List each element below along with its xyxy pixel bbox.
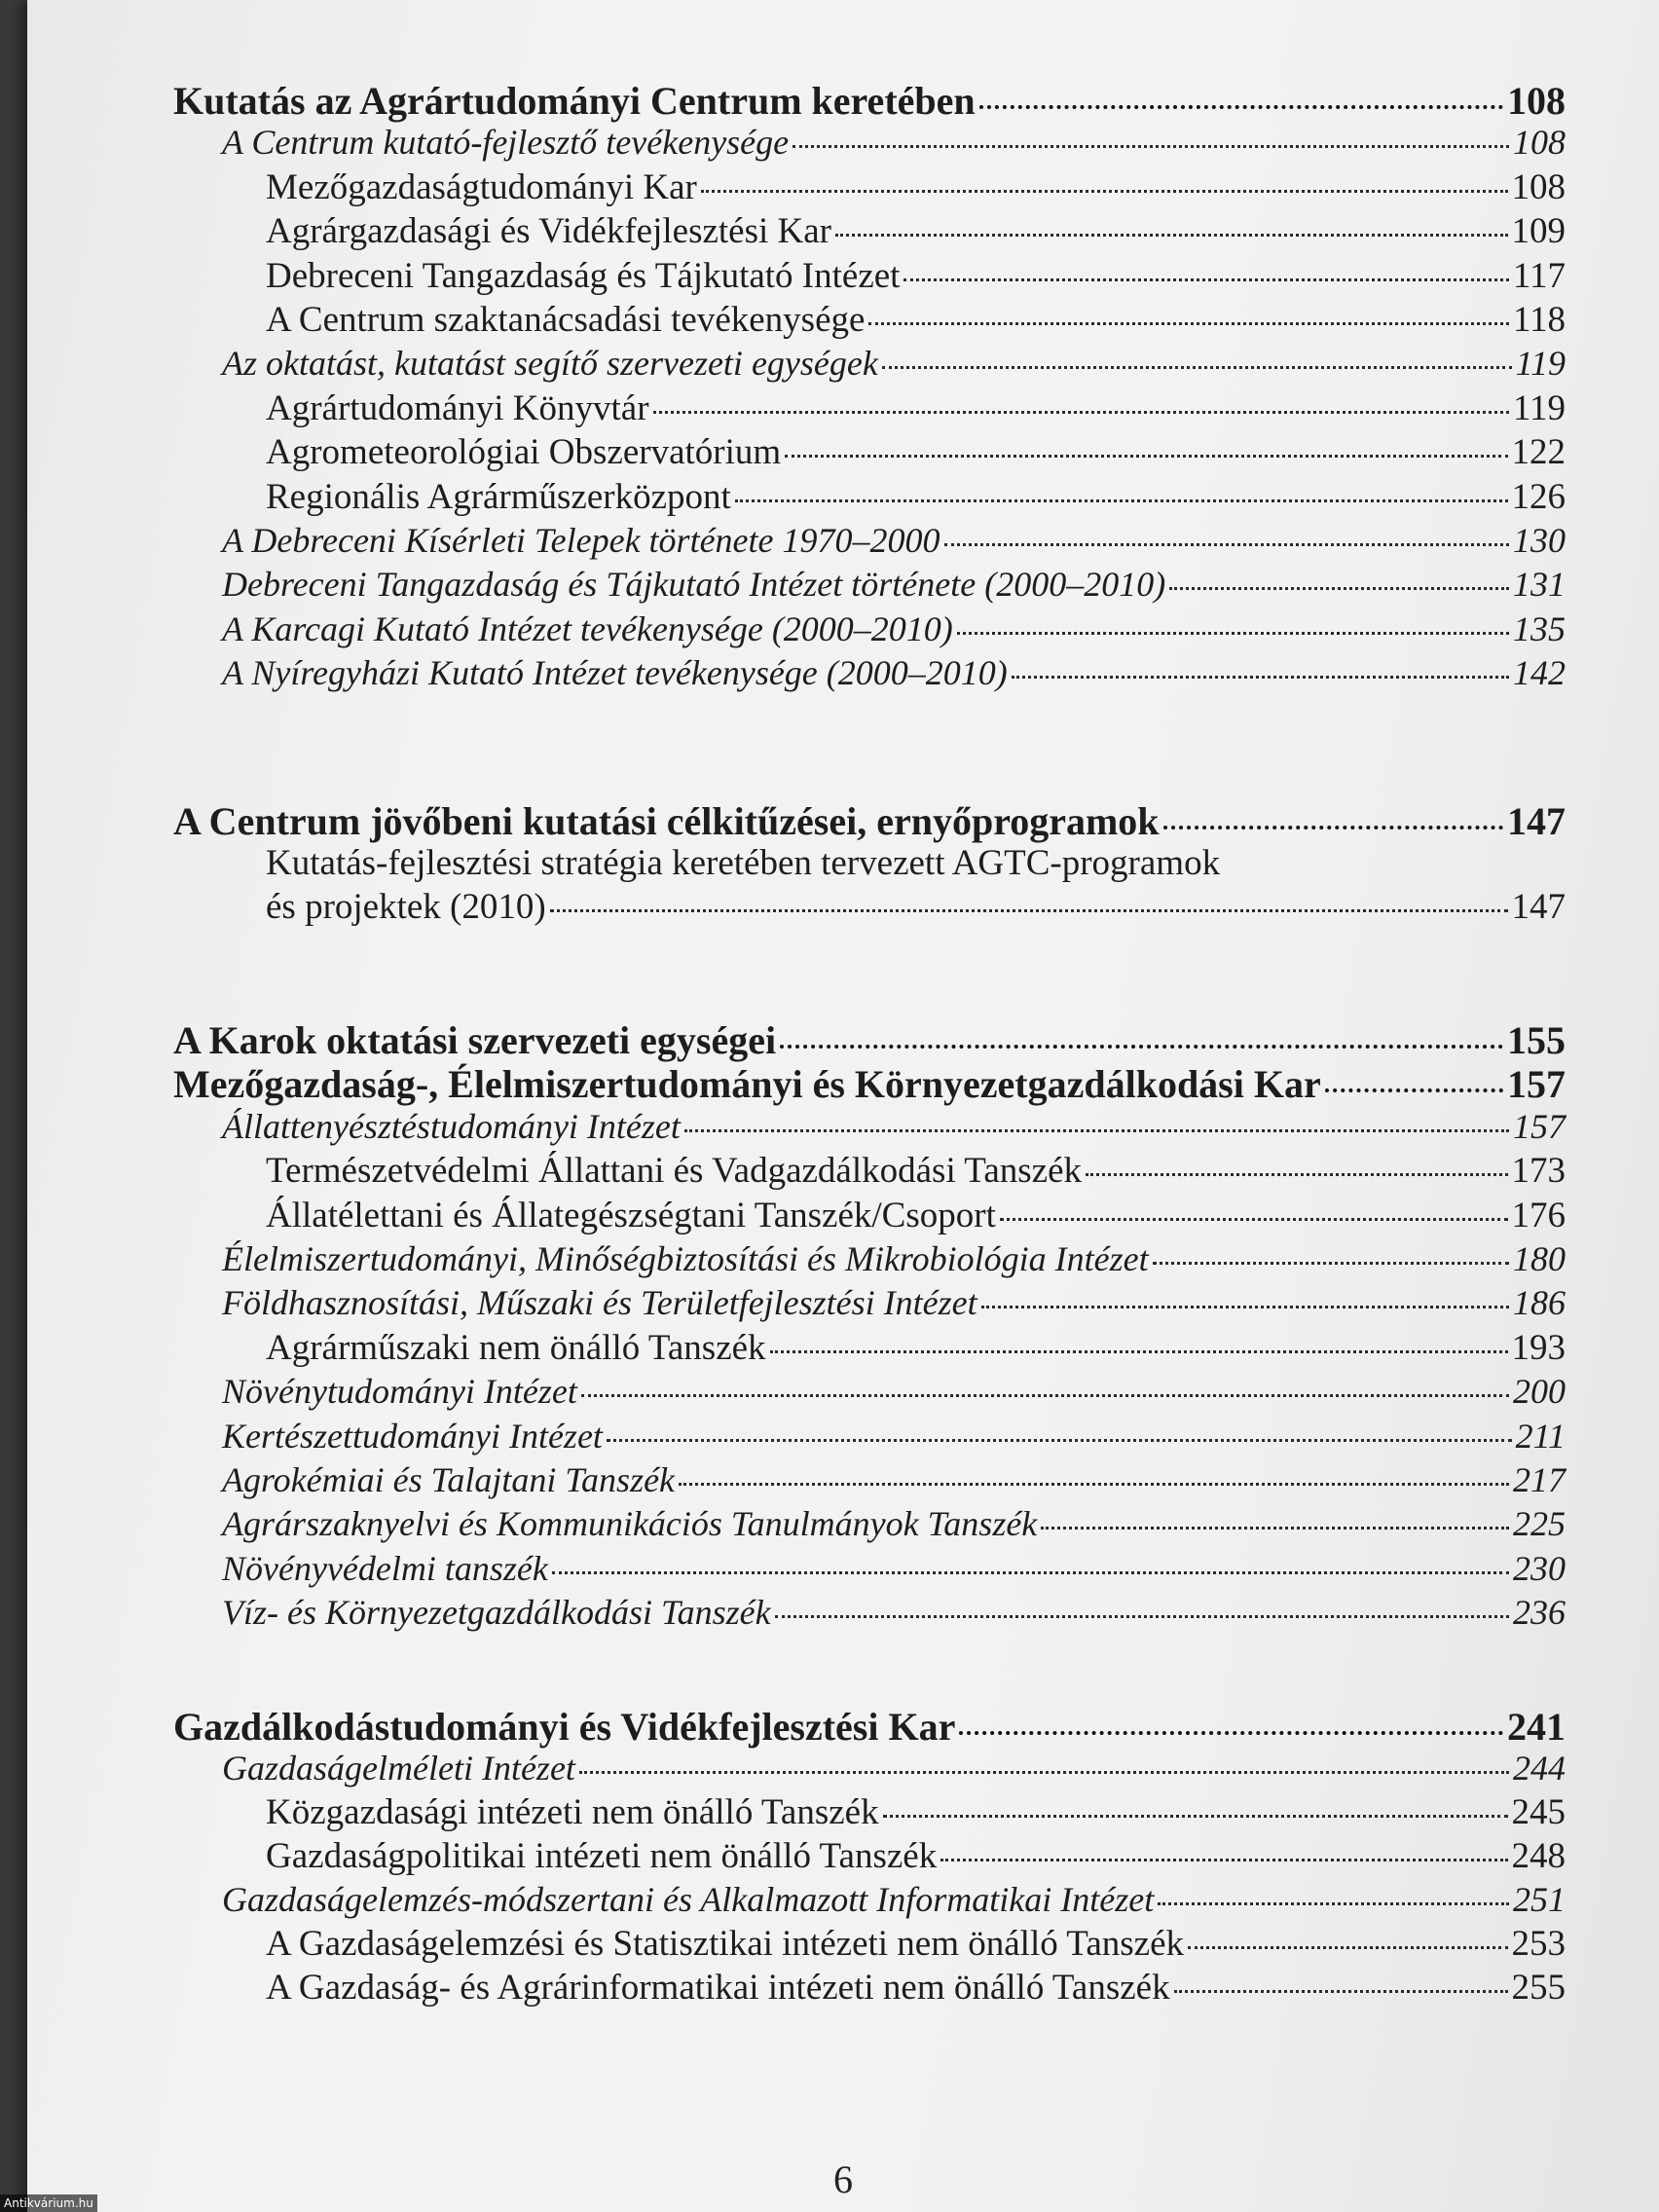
toc-entry-title: Víz- és Környezetgazdálkodási Tanszék bbox=[222, 1593, 771, 1633]
toc-entry-title: Agrárszaknyelvi és Kommunikációs Tanulmányok Tanszék bbox=[222, 1504, 1038, 1544]
dot-leader bbox=[882, 365, 1512, 369]
dot-leader bbox=[653, 410, 1509, 414]
table-of-contents bbox=[27, 0, 1659, 2212]
dot-leader bbox=[1012, 675, 1509, 679]
dot-leader bbox=[1086, 1172, 1508, 1176]
toc-entry-sub bbox=[222, 1592, 1566, 1633]
toc-entry-sub bbox=[222, 1503, 1566, 1544]
dot-leader bbox=[770, 1349, 1508, 1353]
toc-page-number: 130 bbox=[1513, 521, 1566, 560]
toc-entry-item bbox=[266, 1835, 1566, 1877]
dot-leader bbox=[701, 189, 1508, 193]
dot-leader bbox=[981, 1305, 1509, 1309]
toc-entry-sub bbox=[222, 122, 1566, 163]
toc-entry-title: Állatélettani és Állategészségtani Tanszék/Csoport bbox=[266, 1195, 996, 1235]
toc-entry-title: Gazdaságelméleti Intézet bbox=[222, 1749, 575, 1788]
toc-entry-title: Élelmiszertudományi, Minőségbiztosítási és Mikrobiológia Intézet bbox=[222, 1239, 1149, 1278]
toc-entry-sub bbox=[222, 1238, 1566, 1279]
dot-leader bbox=[552, 1570, 1509, 1574]
dot-leader bbox=[1163, 825, 1503, 830]
toc-page-number: 200 bbox=[1513, 1372, 1566, 1412]
toc-entry-item bbox=[266, 387, 1566, 429]
toc-entry-title: Gazdaságpolitikai intézeti nem önálló Tanszék bbox=[266, 1836, 938, 1876]
toc-entry-sub bbox=[222, 520, 1566, 561]
dot-leader bbox=[780, 1044, 1503, 1049]
dot-leader bbox=[785, 454, 1507, 458]
toc-page-number: 108 bbox=[1513, 123, 1566, 163]
toc-page-number: 248 bbox=[1511, 1836, 1566, 1876]
toc-entry-text: Kutatás-fejlesztési stratégia keretében tervezett AGTC-programok bbox=[266, 843, 1221, 883]
toc-page-number: 155 bbox=[1507, 1018, 1566, 1062]
toc-entry-title: A Karcagi Kutató Intézet tevékenysége (2000–2010) bbox=[222, 608, 953, 648]
toc-entry-title: Természetvédelmi Állattani és Vadgazdálkodási Tanszék bbox=[266, 1151, 1082, 1192]
dot-leader bbox=[979, 104, 1503, 109]
toc-entry-item bbox=[266, 1967, 1566, 2009]
toc-entry-sub bbox=[222, 1748, 1566, 1788]
toc-entry-title: A Centrum szaktanácsadási tevékenysége bbox=[266, 300, 866, 340]
toc-entry-sub bbox=[222, 1548, 1566, 1589]
toc-page-number: 211 bbox=[1515, 1416, 1566, 1456]
toc-entry-title: Agrárgazdasági és Vidékfejlesztési Kar bbox=[266, 211, 831, 252]
toc-entry-title: Debreceni Tangazdaság és Tájkutató Intézet bbox=[266, 255, 901, 296]
toc-entry-sub bbox=[222, 343, 1566, 384]
dot-leader bbox=[793, 144, 1509, 148]
toc-entry-title: Növénytudományi Intézet bbox=[222, 1372, 577, 1412]
toc-entry-item bbox=[266, 886, 1566, 928]
toc-entry-main bbox=[173, 1061, 1566, 1107]
dot-leader bbox=[868, 321, 1508, 325]
toc-entry-sub bbox=[222, 564, 1566, 605]
toc-page-number: 251 bbox=[1513, 1880, 1566, 1919]
dot-leader bbox=[775, 1614, 1509, 1618]
toc-entry-main bbox=[173, 798, 1566, 844]
toc-page-number: 157 bbox=[1507, 1062, 1566, 1107]
toc-entry-title: Regionális Agrárműszerközpont bbox=[266, 476, 731, 517]
toc-entry-title: és projektek (2010) bbox=[266, 887, 546, 927]
toc-page-number: 157 bbox=[1513, 1106, 1566, 1146]
toc-entry-title: A Nyíregyházi Kutató Intézet tevékenysége (2000–2010) bbox=[222, 653, 1008, 693]
toc-entry-item bbox=[266, 431, 1566, 473]
toc-page-number: 126 bbox=[1511, 476, 1566, 517]
toc-entry-sub bbox=[222, 1282, 1566, 1323]
toc-entry-title: Debreceni Tangazdaság és Tájkutató Intézet története (2000–2010) bbox=[222, 565, 1166, 605]
dot-leader bbox=[607, 1438, 1512, 1442]
toc-page-number: 131 bbox=[1513, 565, 1566, 605]
toc-entry-title: A Centrum kutató-fejlesztő tevékenysége bbox=[222, 123, 790, 163]
toc-entry-item bbox=[266, 476, 1566, 518]
toc-entry-item bbox=[266, 1327, 1566, 1369]
dot-leader bbox=[959, 1730, 1503, 1735]
dot-leader bbox=[1153, 1261, 1509, 1265]
toc-entry-sub bbox=[222, 608, 1566, 649]
toc-page-number: 255 bbox=[1511, 1968, 1566, 2008]
toc-entry-item bbox=[266, 1150, 1566, 1192]
toc-page-number: 176 bbox=[1511, 1195, 1566, 1235]
toc-entry-title: Állattenyésztéstudományi Intézet bbox=[222, 1106, 681, 1146]
toc-entry-title: Növényvédelmi tanszék bbox=[222, 1548, 548, 1588]
toc-page-number: 142 bbox=[1513, 653, 1566, 693]
toc-entry-title: Agrometeorológiai Obszervatórium bbox=[266, 432, 782, 473]
dot-leader bbox=[1000, 1217, 1508, 1221]
toc-entry-item bbox=[266, 1791, 1566, 1833]
watermark: Antikvárium.hu bbox=[0, 2194, 97, 2212]
toc-page-number: 225 bbox=[1513, 1504, 1566, 1544]
dot-leader bbox=[835, 233, 1508, 237]
toc-entry-item bbox=[266, 255, 1566, 297]
toc-entry-title: A Centrum jövőbeni kutatási célkitűzései, ernyőprogramok bbox=[173, 799, 1160, 843]
toc-entry-title: Agrártudományi Könyvtár bbox=[266, 387, 649, 428]
dot-leader bbox=[581, 1393, 1509, 1397]
toc-entry-title: Kertészettudományi Intézet bbox=[222, 1416, 603, 1456]
toc-entry-sub bbox=[222, 1106, 1566, 1147]
toc-entry-main bbox=[173, 1017, 1566, 1063]
toc-entry-title: Gazdálkodástudományi és Vidékfejlesztési Kar bbox=[173, 1705, 956, 1749]
toc-entry-title: Földhasznosítási, Műszaki és Területfejlesztési Intézet bbox=[222, 1283, 977, 1323]
toc-entry-title: Agrokémiai és Talajtani Tanszék bbox=[222, 1460, 676, 1499]
toc-entry-title: Az oktatást, kutatást segítő szervezeti egységek bbox=[222, 344, 878, 384]
toc-page-number: 193 bbox=[1511, 1327, 1566, 1368]
toc-entry-item bbox=[266, 210, 1566, 252]
toc-entry-title: A Gazdaságelemzési és Statisztikai intézeti nem önálló Tanszék bbox=[266, 1924, 1184, 1964]
toc-page-number: 109 bbox=[1511, 211, 1566, 252]
dot-leader bbox=[1041, 1526, 1509, 1530]
toc-entry-sub bbox=[222, 1371, 1566, 1412]
toc-entry-title: Kutatás az Agrártudományi Centrum keretében bbox=[173, 79, 976, 123]
toc-entry-sub bbox=[222, 652, 1566, 693]
toc-entry-title: A Karok oktatási szervezeti egységei bbox=[173, 1018, 777, 1062]
dot-leader bbox=[579, 1770, 1509, 1774]
toc-page-number: 173 bbox=[1511, 1151, 1566, 1192]
toc-entry-title: A Gazdaság- és Agrárinformatikai intézeti nem önálló Tanszék bbox=[266, 1968, 1170, 2008]
toc-page-number: 241 bbox=[1507, 1705, 1566, 1749]
dot-leader bbox=[1325, 1088, 1503, 1092]
dot-leader bbox=[1158, 1901, 1509, 1905]
toc-entry-item bbox=[266, 1195, 1566, 1236]
toc-page-number: 244 bbox=[1513, 1749, 1566, 1788]
toc-entry-title: Agrárműszaki nem önálló Tanszék bbox=[266, 1327, 766, 1368]
toc-page-number: 236 bbox=[1513, 1593, 1566, 1633]
toc-page-number: 108 bbox=[1511, 166, 1566, 207]
toc-page-number: 230 bbox=[1513, 1548, 1566, 1588]
dot-leader bbox=[903, 277, 1508, 281]
dot-leader bbox=[957, 631, 1509, 635]
toc-page-number: 180 bbox=[1513, 1239, 1566, 1278]
toc-page-number: 186 bbox=[1513, 1283, 1566, 1323]
toc-page-number: 147 bbox=[1507, 799, 1566, 843]
dot-leader bbox=[550, 908, 1508, 912]
dot-leader bbox=[684, 1128, 1509, 1132]
dot-leader bbox=[944, 542, 1509, 546]
toc-page-number: 108 bbox=[1507, 79, 1566, 123]
dot-leader bbox=[1174, 1989, 1508, 1993]
toc-entry-item bbox=[266, 166, 1566, 208]
dot-leader bbox=[1169, 586, 1509, 590]
toc-page-number: 118 bbox=[1512, 300, 1566, 340]
dot-leader bbox=[1188, 1945, 1508, 1949]
toc-page-number: 147 bbox=[1511, 887, 1566, 927]
toc-entry-main bbox=[173, 78, 1566, 124]
toc-entry-item bbox=[266, 1923, 1566, 1965]
toc-entry-sub bbox=[222, 1459, 1566, 1500]
toc-page-number: 119 bbox=[1515, 344, 1566, 384]
toc-entry-item bbox=[266, 299, 1566, 341]
toc-page-number: 119 bbox=[1512, 387, 1566, 428]
toc-page-number: 117 bbox=[1512, 255, 1566, 296]
toc-entry-title: Közgazdasági intézeti nem önálló Tanszék bbox=[266, 1792, 879, 1832]
toc-page-number: 253 bbox=[1511, 1924, 1566, 1964]
toc-entry-main bbox=[173, 1704, 1566, 1750]
toc-entry-title: A Debreceni Kísérleti Telepek története 1970–2000 bbox=[222, 521, 940, 560]
dot-leader bbox=[735, 498, 1508, 502]
dot-leader bbox=[679, 1482, 1509, 1486]
toc-page-number: 245 bbox=[1511, 1792, 1566, 1832]
toc-entry-sub bbox=[222, 1879, 1566, 1920]
toc-entry-sub bbox=[222, 1416, 1566, 1456]
dot-leader bbox=[883, 1814, 1508, 1818]
toc-page-number: 122 bbox=[1511, 432, 1566, 473]
toc-entry-title: Mezőgazdaság-, Élelmiszertudományi és Környezetgazdálkodási Kar bbox=[173, 1062, 1321, 1107]
toc-entry-title: Mezőgazdaságtudományi Kar bbox=[266, 166, 697, 207]
dot-leader bbox=[940, 1858, 1507, 1862]
toc-page-number: 135 bbox=[1513, 608, 1566, 648]
page-number: 6 bbox=[833, 2157, 853, 2201]
toc-page-number: 217 bbox=[1513, 1460, 1566, 1499]
book-page bbox=[27, 0, 1659, 2212]
toc-entry-title: Gazdaságelemzés-módszertani és Alkalmazott Informatikai Intézet bbox=[222, 1880, 1155, 1919]
